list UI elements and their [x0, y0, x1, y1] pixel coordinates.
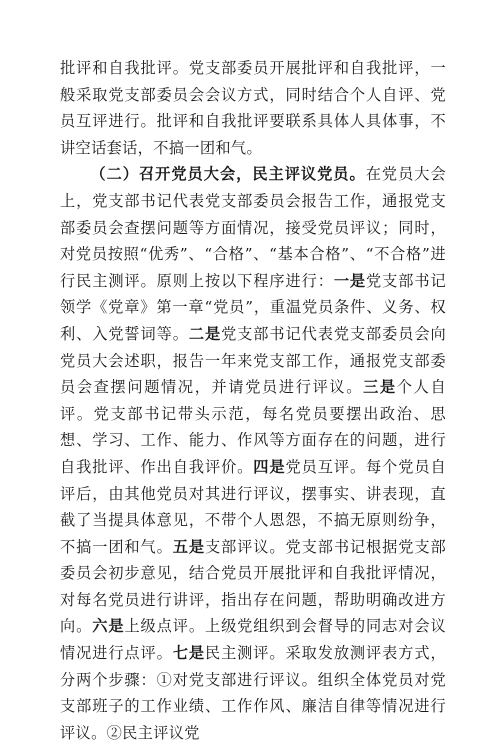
step-4-text: 党员互评。每个党员自评后，由其他党员对其进行评议，摆事实、讲表现，直截了当提具体意见，不带个人恩怨，不搞无原则纷争，不搞一团和气。 — [60, 457, 447, 556]
section-heading: （二）召开党员大会，民主评议党员。 — [90, 165, 366, 184]
paragraph-criticism-text: 批评和自我批评。党支部委员开展批评和自我批评，一般采取党支部委员会会议方式，同时结合个人自评、党员互评进行。批评和自我批评要联系具体人具体事，不讲空话套话，不搞一团和气。 — [60, 59, 446, 157]
step-6-label: 六是 — [92, 617, 125, 636]
step-3-text: 个人自评。党支部书记带头示范，每名党员要摆出政治、思想、学习、工作、能力、作风等方面存在的问题，进行自我批评、作出自我评价。 — [60, 378, 446, 476]
step-1-text: 党支部书记领学《党章》第一章“党员”，重温党员条件、义务、权利、入党誓词等。 — [60, 271, 447, 343]
step-1-label: 一是 — [333, 271, 367, 290]
paragraph-criticism — [60, 55, 446, 161]
step-3-label: 三是 — [363, 378, 397, 397]
step-5-text: 支部评议。党支部书记根据党支部委员会初步意见，结合党员开展批评和自我批评情况，对每名党员进行讲评，指出存在问题，帮助明确改进方向。 — [60, 537, 447, 636]
step-4-label: 四是 — [253, 457, 286, 476]
step-6-text: 上级点评。上级党组织到会督导的同志对会议情况进行点评。 — [60, 617, 447, 663]
step-2-label: 二是 — [188, 324, 222, 343]
document-body — [60, 55, 446, 746]
section-intro: 在党员大会上，党支部书记代表党支部委员会报告工作，通报党支部委员会查摆问题等方面情况，接受党员评议；同时，对党员按照“优秀”、“合格”、“基本合格”、“不合格”进行民主测评。原则上按以下程序进行： — [60, 165, 446, 290]
step-7-text: 民主测评。采取发放测评表方式，分两个步骤：①对党支部进行评议。组织全体党员对党支部班子的工作业绩、工作作风、廉洁自律等情况进行评议。②民主评议党 — [60, 644, 447, 742]
step-7-label: 七是 — [172, 644, 205, 663]
step-5-label: 五是 — [172, 537, 205, 556]
paragraph-party-meeting — [60, 161, 446, 746]
step-2-text: 党支部书记代表党支部委员会向党员大会述职，报告一年来党支部工作，通报党支部委员会查摆问题情况，并请党员进行评议。 — [60, 324, 446, 397]
